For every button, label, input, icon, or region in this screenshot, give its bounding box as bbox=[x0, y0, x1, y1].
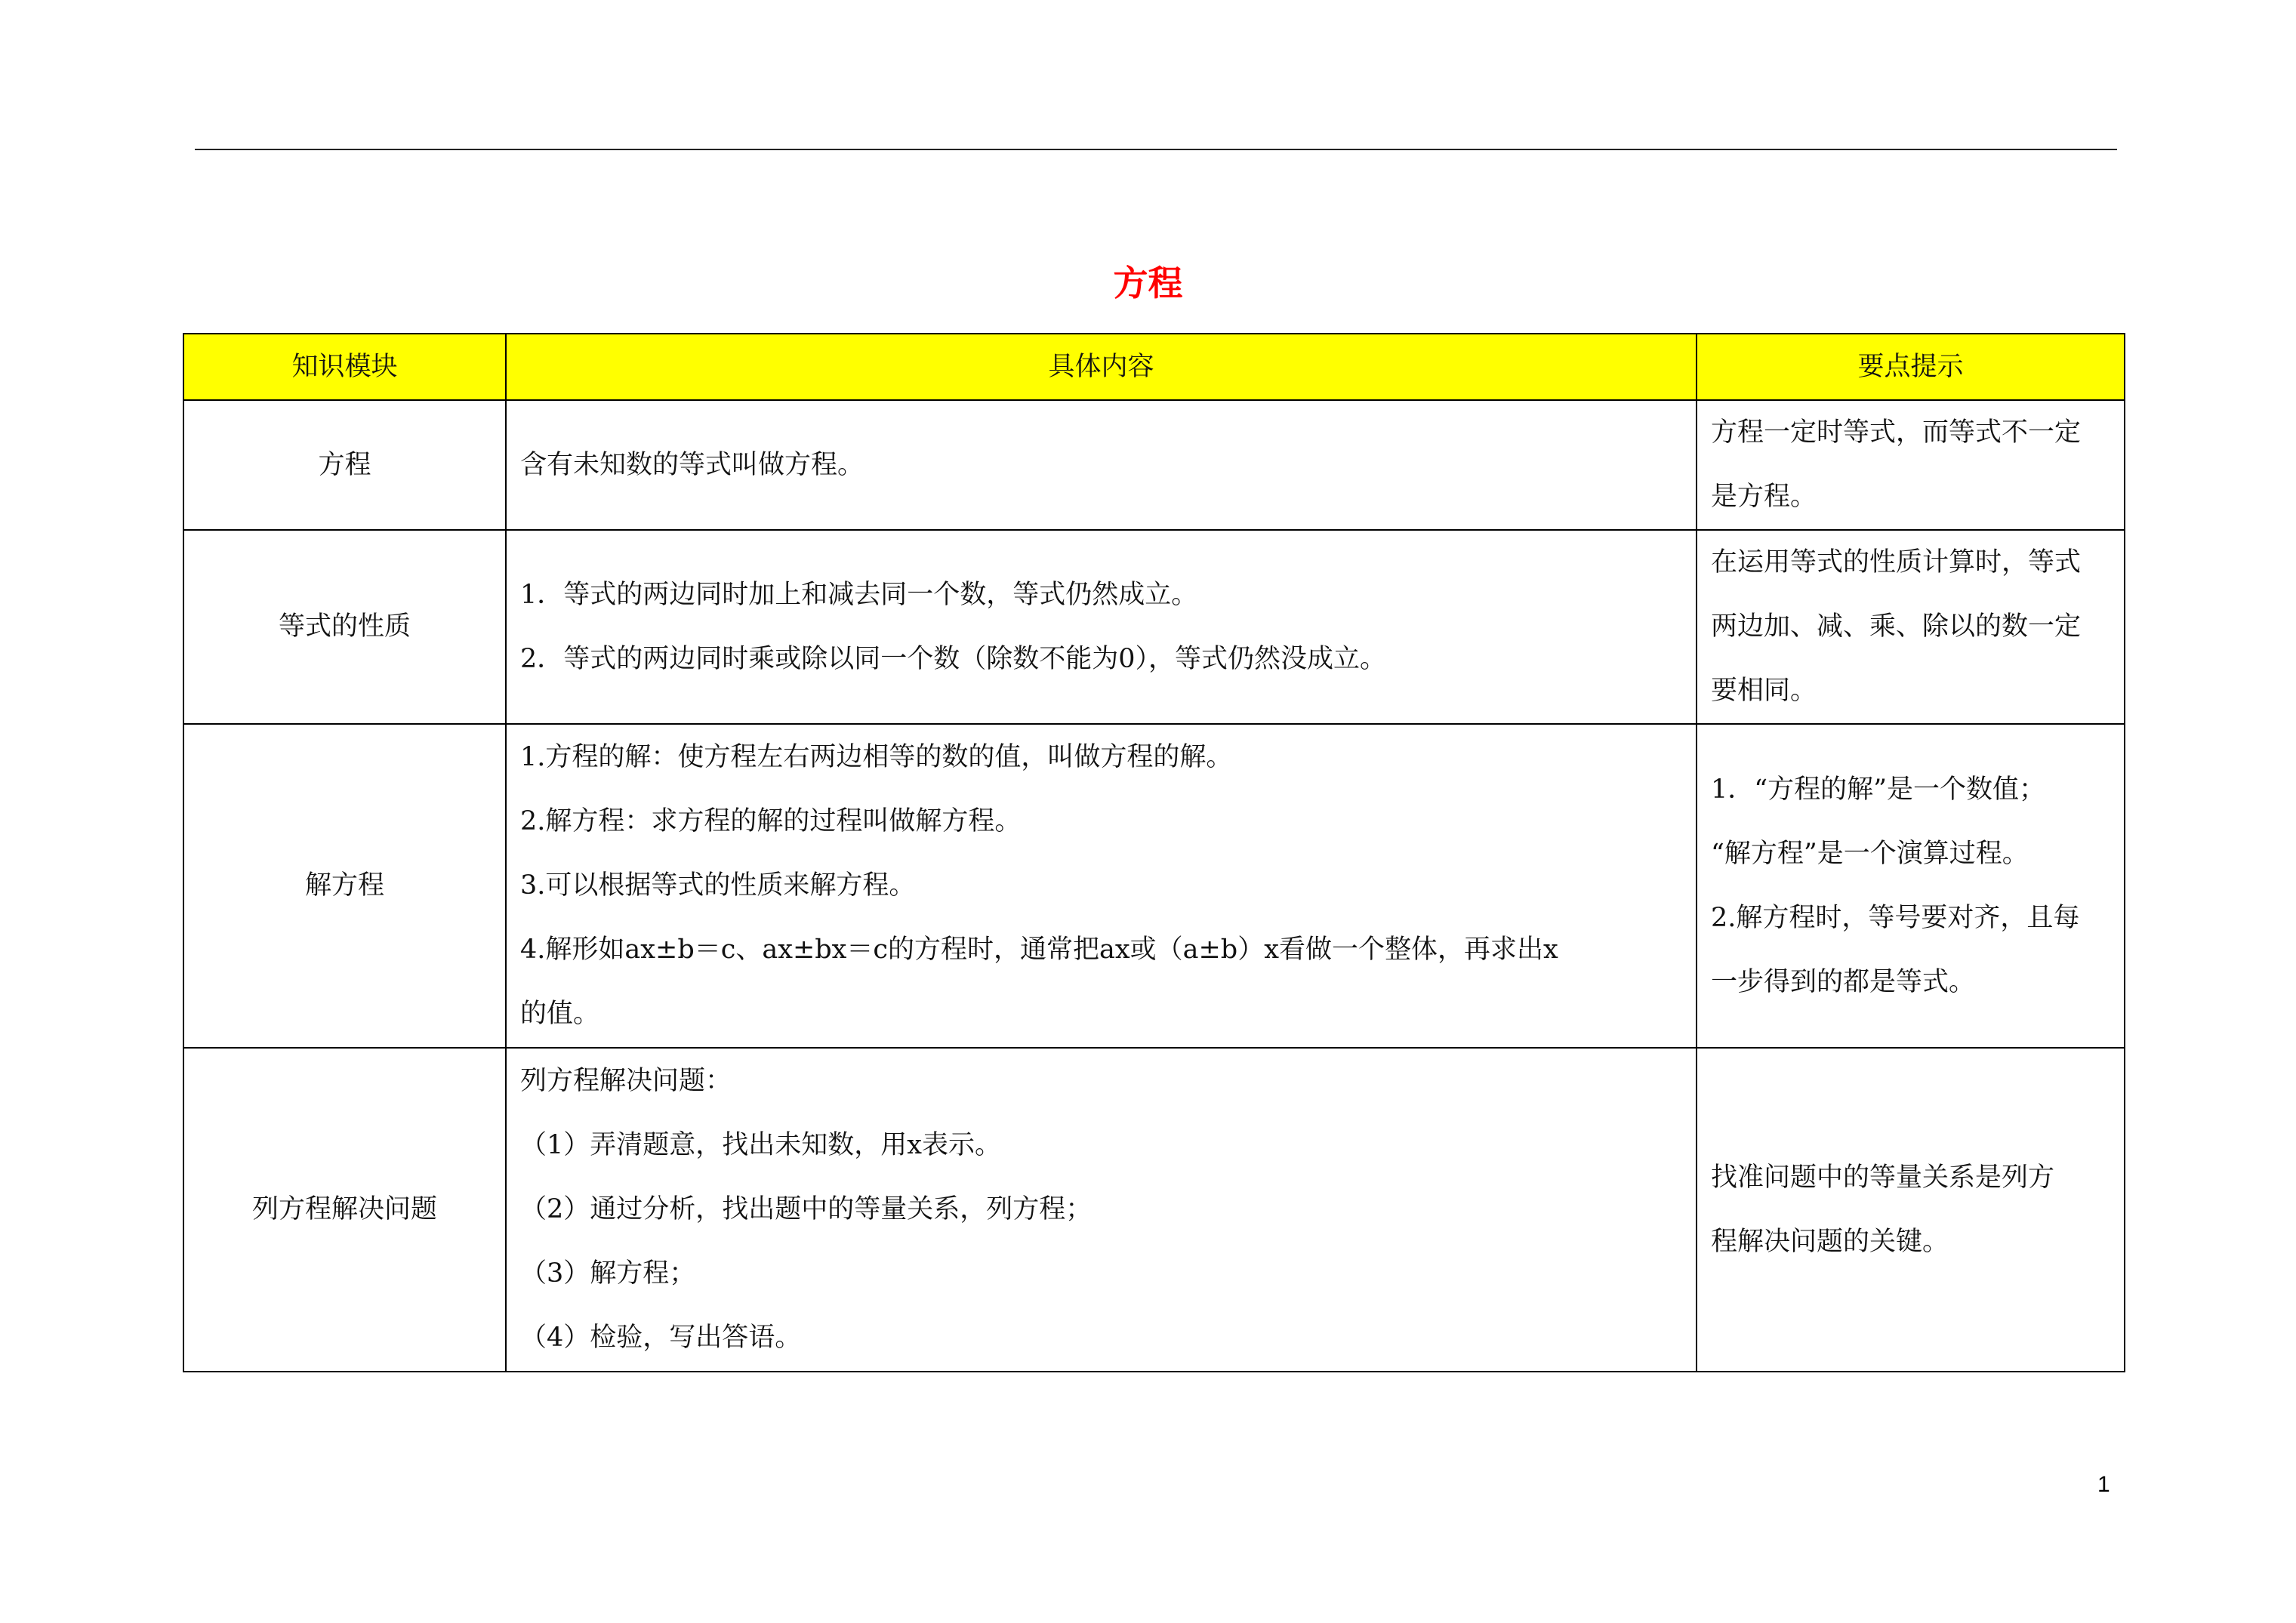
tip-line: 程解决问题的关键。 bbox=[1711, 1226, 1949, 1257]
knowledge-table bbox=[183, 333, 2125, 1372]
tip-line: 在运用等式的性质计算时，等式 bbox=[1711, 547, 2082, 577]
table-row bbox=[183, 400, 2125, 530]
tip-line: 找准问题中的等量关系是列方 bbox=[1711, 1162, 2055, 1193]
module-cell: 列方程解决问题 bbox=[183, 1048, 506, 1372]
header-rule bbox=[195, 149, 2117, 150]
content-line: （1）弄清题意，找出未知数，用x表示。 bbox=[520, 1130, 1002, 1160]
content-line: （3）解方程； bbox=[520, 1258, 696, 1289]
content-line: 含有未知数的等式叫做方程。 bbox=[520, 449, 864, 480]
module-cell: 等式的性质 bbox=[183, 530, 506, 724]
tip-line: 要相同。 bbox=[1711, 676, 1817, 706]
tip-cell bbox=[1697, 400, 2125, 530]
tip-line: 两边加、减、乘、除以的数一定 bbox=[1711, 611, 2082, 642]
tip-line: 1．“方程的解”是一个数值； bbox=[1711, 774, 2046, 805]
tip-line: 方程一定时等式，而等式不一定 bbox=[1711, 417, 2082, 448]
header-module: 知识模块 bbox=[183, 334, 506, 400]
header-tip: 要点提示 bbox=[1697, 334, 2125, 400]
content-line: 1．等式的两边同时加上和减去同一个数，等式仍然成立。 bbox=[520, 579, 1198, 610]
tip-line: 2.解方程时，等号要对齐，且每 bbox=[1711, 902, 2080, 933]
tip-line: “解方程”是一个演算过程。 bbox=[1711, 838, 2029, 869]
content-line: 的值。 bbox=[520, 999, 600, 1029]
header-content: 具体内容 bbox=[506, 334, 1697, 400]
content-line: 2.解方程：求方程的解的过程叫做解方程。 bbox=[520, 806, 1022, 836]
table-row bbox=[183, 530, 2125, 724]
content-cell bbox=[506, 530, 1697, 724]
module-cell: 方程 bbox=[183, 400, 506, 530]
tip-cell bbox=[1697, 724, 2125, 1048]
content-cell bbox=[506, 1048, 1697, 1372]
table-row bbox=[183, 724, 2125, 1048]
content-line: 2．等式的两边同时乘或除以同一个数（除数不能为0），等式仍然没成立。 bbox=[520, 643, 1387, 674]
content-line: 3.可以根据等式的性质来解方程。 bbox=[520, 870, 916, 901]
page-number: 1 bbox=[2097, 1472, 2110, 1497]
module-cell: 解方程 bbox=[183, 724, 506, 1048]
table-header-row bbox=[183, 334, 2125, 400]
tip-line: 是方程。 bbox=[1711, 482, 1817, 512]
tip-cell bbox=[1697, 1048, 2125, 1372]
table-row bbox=[183, 1048, 2125, 1372]
tip-line: 一步得到的都是等式。 bbox=[1711, 966, 1976, 997]
content-line: 4.解形如ax±b＝c、ax±bx＝c的方程时，通常把ax或（a±b）x看做一个整体，再求出x bbox=[520, 935, 1558, 965]
content-line: 列方程解决问题： bbox=[520, 1066, 732, 1096]
tip-cell bbox=[1697, 530, 2125, 724]
content-cell bbox=[506, 400, 1697, 530]
content-cell bbox=[506, 724, 1697, 1048]
content-line: 1.方程的解：使方程左右两边相等的数的值，叫做方程的解。 bbox=[520, 742, 1233, 772]
content-line: （4）检验，写出答语。 bbox=[520, 1323, 802, 1353]
document-title: 方程 bbox=[1113, 263, 1183, 303]
content-line: （2）通过分析，找出题中的等量关系，列方程； bbox=[520, 1194, 1093, 1224]
